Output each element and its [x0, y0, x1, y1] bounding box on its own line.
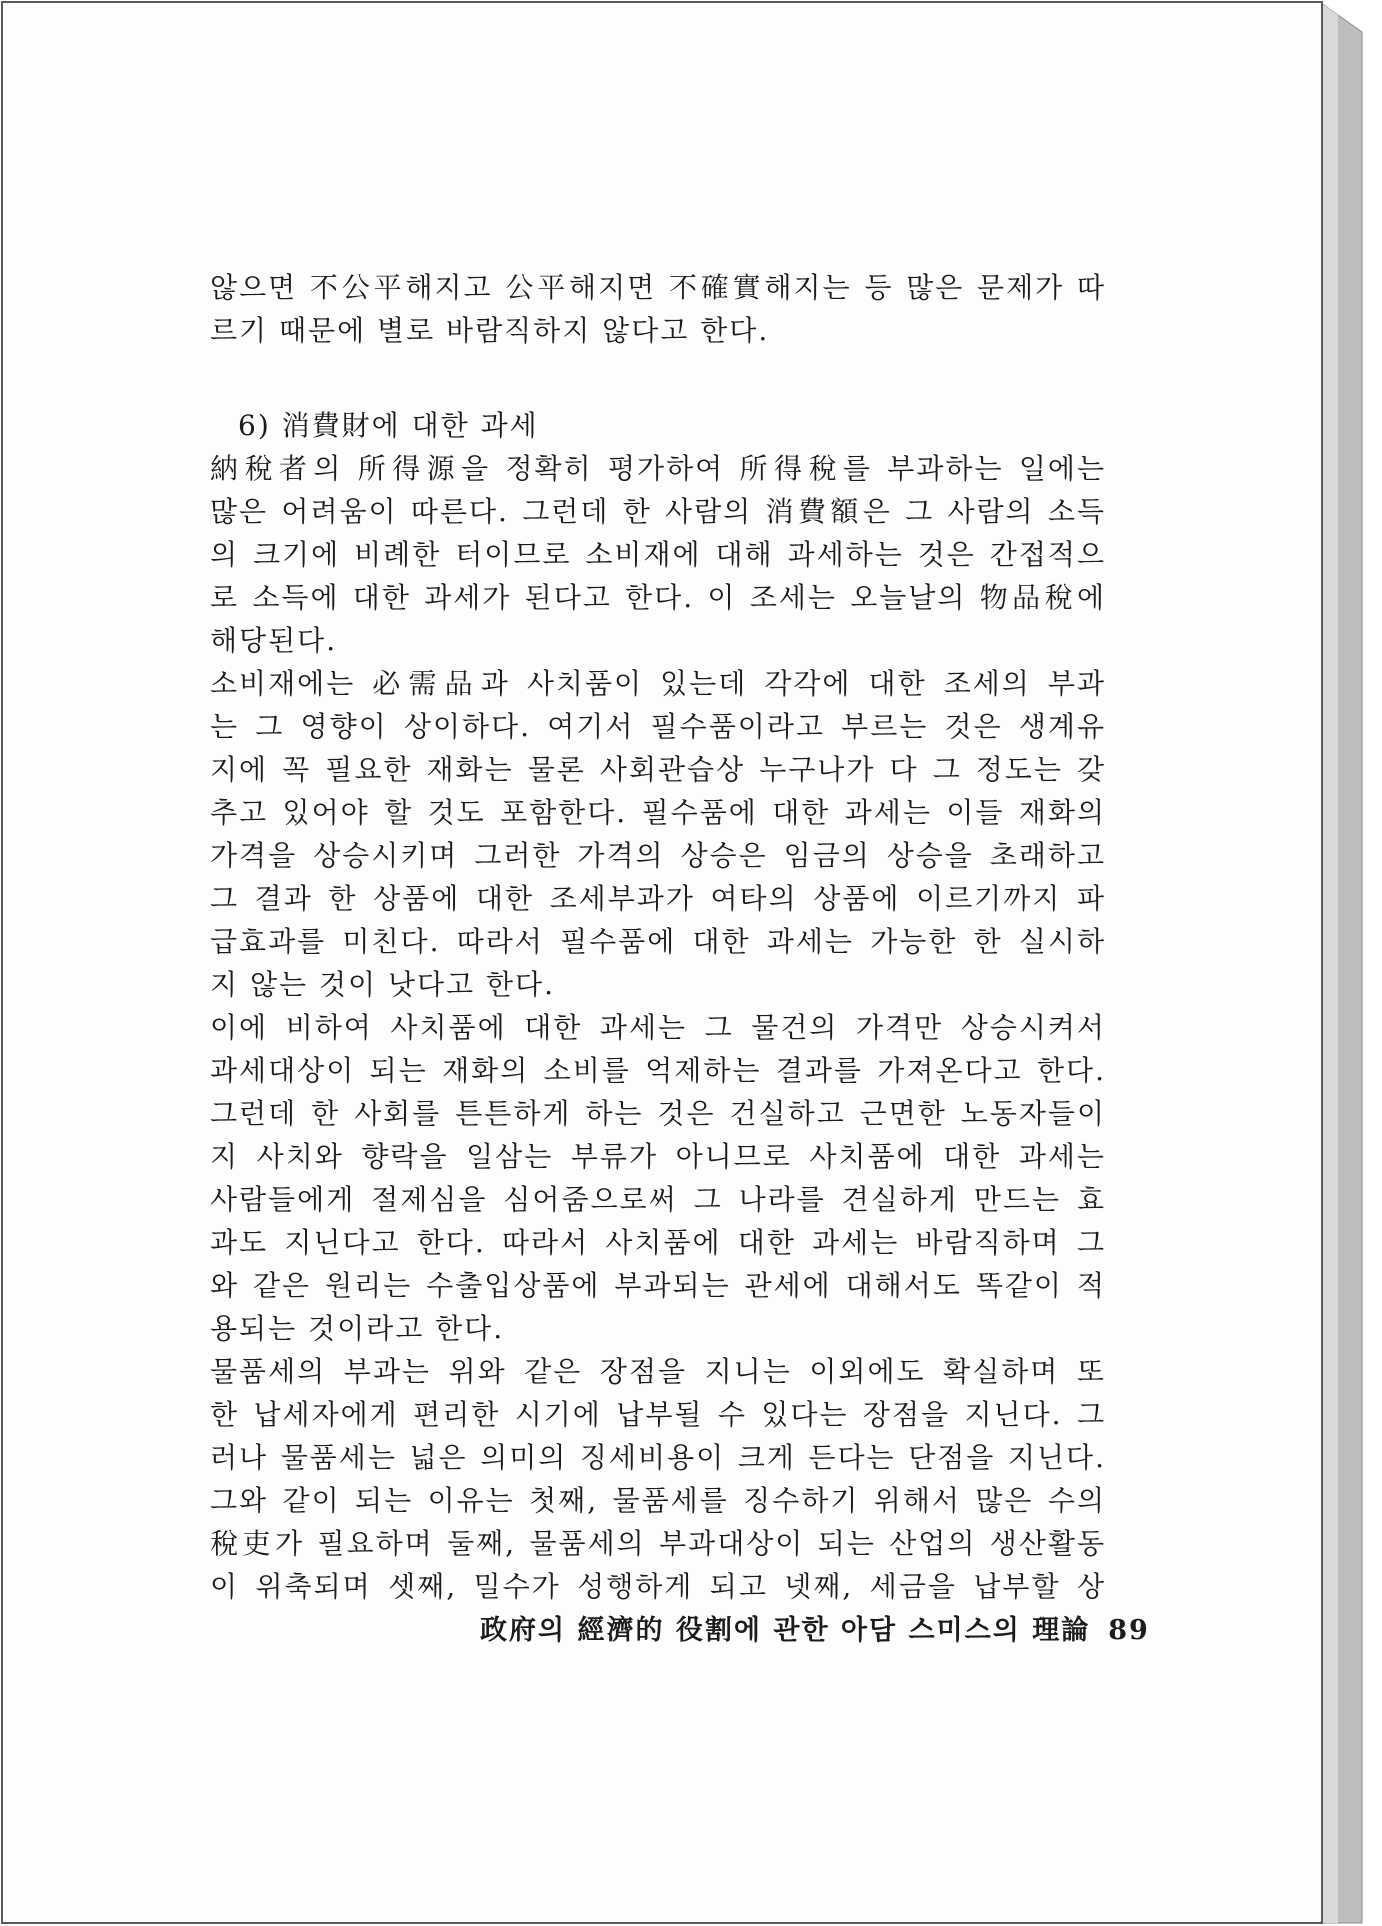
text-line: 소비재에는 必需品과 사치품이 있는데 각각에 대한 조세의 부과 [210, 667, 1106, 700]
text-line: 와 같은 원리는 수출입상품에 부과되는 관세에 대해서도 똑같이 적 [210, 1269, 1106, 1302]
text-line: 가격을 상승시키며 그러한 가격의 상승은 임금의 상승을 초래하고 [210, 839, 1106, 872]
text-line: 稅吏가 필요하며 둘째, 물품세의 부과대상이 되는 산업의 생산활동 [210, 1527, 1106, 1560]
page-footer [480, 1608, 1150, 1647]
text-line: 추고 있어야 할 것도 포함한다. 필수품에 대한 과세는 이들 재화의 [210, 796, 1106, 829]
text-line: 그와 같이 되는 이유는 첫째, 물품세를 징수하기 위해서 많은 수의 [210, 1484, 1106, 1517]
page-number: 89 [1108, 1615, 1150, 1646]
section-heading: 6) 消費財에 대한 과세 [238, 409, 539, 442]
text-line: 급효과를 미친다. 따라서 필수품에 대한 과세는 가능한 한 실시하 [210, 925, 1106, 958]
body-text [210, 266, 1106, 1608]
text-line: 그 결과 한 상품에 대한 조세부과가 여타의 상품에 이르기까지 파 [210, 882, 1106, 915]
text-line: 로 소득에 대한 과세가 된다고 한다. 이 조세는 오늘날의 物品稅에 [210, 581, 1106, 614]
text-line: 그런데 한 사회를 튼튼하게 하는 것은 건실하고 근면한 노동자들이 [210, 1097, 1106, 1130]
text-line: 용되는 것이라고 한다. [210, 1312, 505, 1345]
text-line: 러나 물품세는 넓은 의미의 징세비용이 크게 든다는 단점을 지닌다. [210, 1441, 1106, 1474]
text-line: 많은 어려움이 따른다. 그런데 한 사람의 消費額은 그 사람의 소득 [210, 495, 1106, 528]
text-line: 지에 꼭 필요한 재화는 물론 사회관습상 누구나가 다 그 정도는 갖 [210, 753, 1106, 786]
text-line: 한 납세자에게 편리한 시기에 납부될 수 있다는 장점을 지닌다. 그 [210, 1398, 1106, 1431]
text-line: 않으면 不公平해지고 公平해지면 不確實해지는 등 많은 문제가 따 [210, 271, 1106, 304]
text-line: 이에 비하여 사치품에 대한 과세는 그 물건의 가격만 상승시켜서 [210, 1011, 1106, 1044]
running-title: 政府의 經濟的 役割에 관한 아담 스미스의 理論 [480, 1615, 1091, 1646]
text-line: 르기 때문에 별로 바람직하지 않다고 한다. [210, 314, 770, 347]
text-line: 지 않는 것이 낫다고 한다. [210, 968, 555, 1001]
text-line: 이 위축되며 셋째, 밀수가 성행하게 되고 넷째, 세금을 납부할 상 [210, 1570, 1106, 1603]
text-line: 물품세의 부과는 위와 같은 장점을 지니는 이외에도 확실하며 또 [210, 1355, 1106, 1388]
text-line: 과세대상이 되는 재화의 소비를 억제하는 결과를 가져온다고 한다. [210, 1054, 1106, 1087]
text-line: 는 그 영향이 상이하다. 여기서 필수품이라고 부르는 것은 생계유 [210, 710, 1106, 743]
paragraph-gap [210, 352, 1106, 404]
text-line: 과도 지닌다고 한다. 따라서 사치품에 대한 과세는 바람직하며 그 [210, 1226, 1106, 1259]
text-line: 사람들에게 절제심을 심어줌으로써 그 나라를 견실하게 만드는 효 [210, 1183, 1106, 1216]
text-line: 지 사치와 향락을 일삼는 부류가 아니므로 사치품에 대한 과세는 [210, 1140, 1106, 1173]
text-line: 의 크기에 비례한 터이므로 소비재에 대해 과세하는 것은 간접적으 [210, 538, 1106, 571]
text-line: 해당된다. [210, 624, 338, 657]
text-line: 納稅者의 所得源을 정확히 평가하여 所得稅를 부과하는 일에는 [210, 452, 1106, 485]
